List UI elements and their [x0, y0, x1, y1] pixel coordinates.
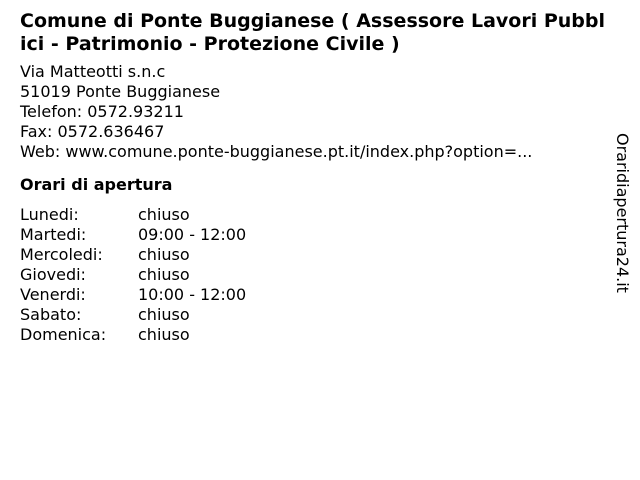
day-label: Sabato: — [20, 305, 82, 324]
hours-row-saturday — [20, 305, 246, 325]
day-hours: chiuso — [138, 325, 190, 344]
day-label: Mercoledi: — [20, 245, 103, 264]
day-label: Giovedi: — [20, 265, 86, 284]
hours-row-tuesday — [20, 225, 246, 245]
day-hours: 09:00 - 12:00 — [138, 225, 247, 244]
day-hours: chiuso — [138, 305, 190, 324]
day-hours: 10:00 - 12:00 — [138, 285, 247, 304]
street-address: Via Matteotti s.n.c — [20, 62, 166, 81]
business-card — [20, 10, 610, 345]
address-block — [20, 62, 610, 162]
day-label: Domenica: — [20, 325, 107, 344]
page-title: Comune di Ponte Buggianese ( Assessore Lavori Pubblici - Patrimonio - Protezione Civile ) — [20, 10, 606, 55]
hours-row-sunday — [20, 325, 246, 345]
hours-row-wednesday — [20, 245, 246, 265]
opening-hours-heading: Orari di apertura — [20, 175, 173, 194]
day-hours: chiuso — [138, 245, 190, 264]
fax-number: Fax: 0572.636467 — [20, 122, 165, 141]
hours-row-friday — [20, 285, 246, 305]
day-label: Martedi: — [20, 225, 87, 244]
brand-watermark: Oraridiapertura24.it — [613, 133, 632, 293]
hours-row-monday — [20, 205, 246, 225]
phone-number: Telefon: 0572.93211 — [20, 102, 184, 121]
opening-hours-table — [20, 205, 246, 345]
day-hours: chiuso — [138, 205, 190, 224]
day-label: Lunedi: — [20, 205, 79, 224]
day-hours: chiuso — [138, 265, 190, 284]
city-postcode: 51019 Ponte Buggianese — [20, 82, 221, 101]
day-label: Venerdi: — [20, 285, 86, 304]
hours-row-thursday — [20, 265, 246, 285]
website-link: Web: www.comune.ponte-buggianese.pt.it/index.php?option=... — [20, 142, 533, 161]
